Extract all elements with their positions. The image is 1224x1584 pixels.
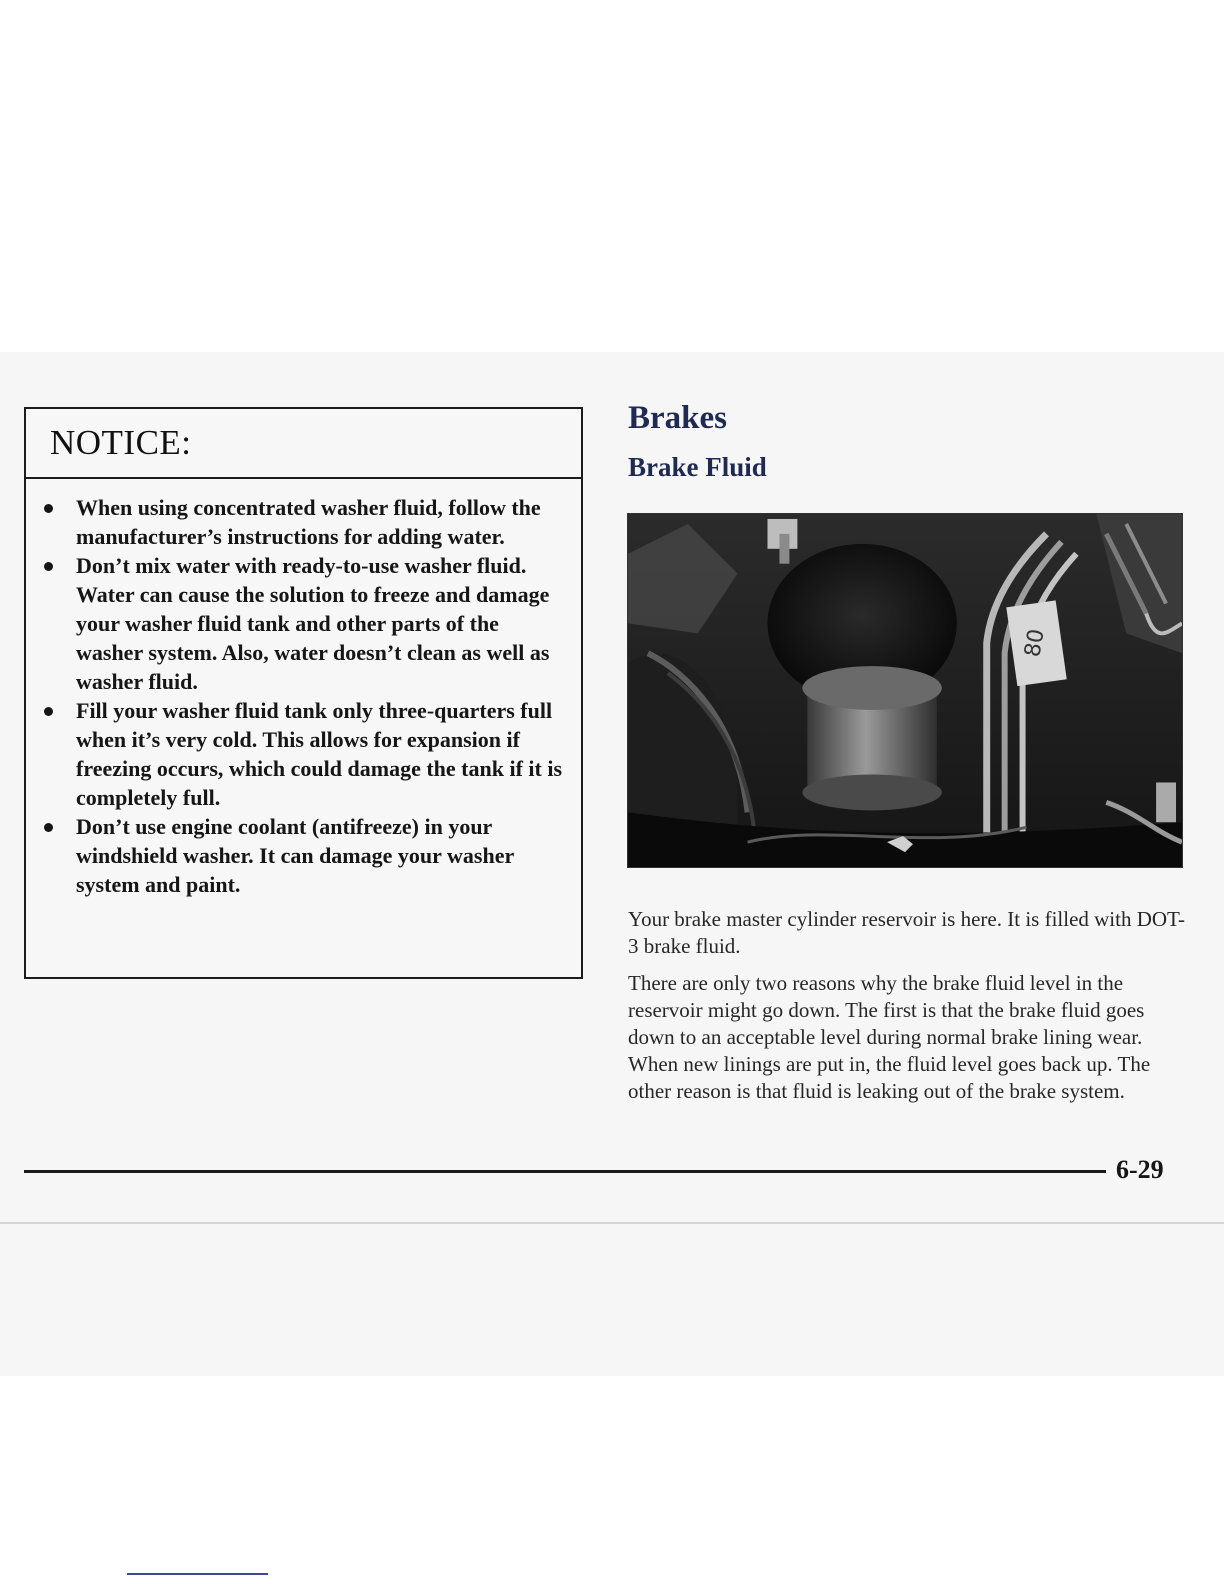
bottom-divider [127, 1573, 268, 1575]
notice-header [26, 409, 581, 479]
notice-item-text: Don’t mix water with ready-to-use washer fluid. Water can cause the solution to freeze and damage your washer fluid tank and other parts of the washer system. Also, water doesn’t clean as well as washer fluid. [76, 553, 550, 694]
engine-photo-illustration [628, 514, 1182, 867]
notice-box [24, 407, 583, 979]
page-number: 6-29 [1116, 1155, 1164, 1184]
brake-reservoir-photo [627, 513, 1183, 868]
notice-item-text: Don’t use engine coolant (antifreeze) in your windshield washer. It can damage your washer system and paint. [76, 814, 514, 897]
photo-label: 80 [1020, 627, 1050, 659]
page-edge-divider [0, 1222, 1224, 1224]
body-paragraph: Your brake master cylinder reservoir is here. It is filled with DOT-3 brake fluid. [628, 907, 1185, 958]
section-title: Brakes [628, 400, 727, 436]
notice-list [26, 479, 581, 899]
notice-item [26, 551, 571, 696]
bullet-icon [44, 562, 53, 571]
notice-item [26, 696, 571, 812]
bullet-icon [44, 504, 53, 513]
bullet-icon [44, 823, 53, 832]
subsection-title: Brake Fluid [628, 452, 767, 482]
body-paragraph: There are only two reasons why the brake fluid level in the reservoir might go down. The first is that the brake fluid goes down to an acceptable level during normal brake lining wear. When new linings are put in, the fluid level goes back up. The other reason is that fluid is leaking out of the brake system. [628, 971, 1151, 1103]
bullet-icon [44, 707, 53, 716]
notice-item-text: Fill your washer fluid tank only three-quarters full when it’s very cold. This allows for expansion if freezing occurs, which could damage the tank if it is completely full. [76, 698, 563, 810]
notice-item [26, 493, 571, 551]
notice-item-text: When using concentrated washer fluid, follow the manufacturer’s instructions for adding water. [76, 495, 541, 549]
notice-item [26, 812, 571, 899]
notice-title: NOTICE: [50, 423, 192, 462]
footer-rule [24, 1170, 1106, 1173]
